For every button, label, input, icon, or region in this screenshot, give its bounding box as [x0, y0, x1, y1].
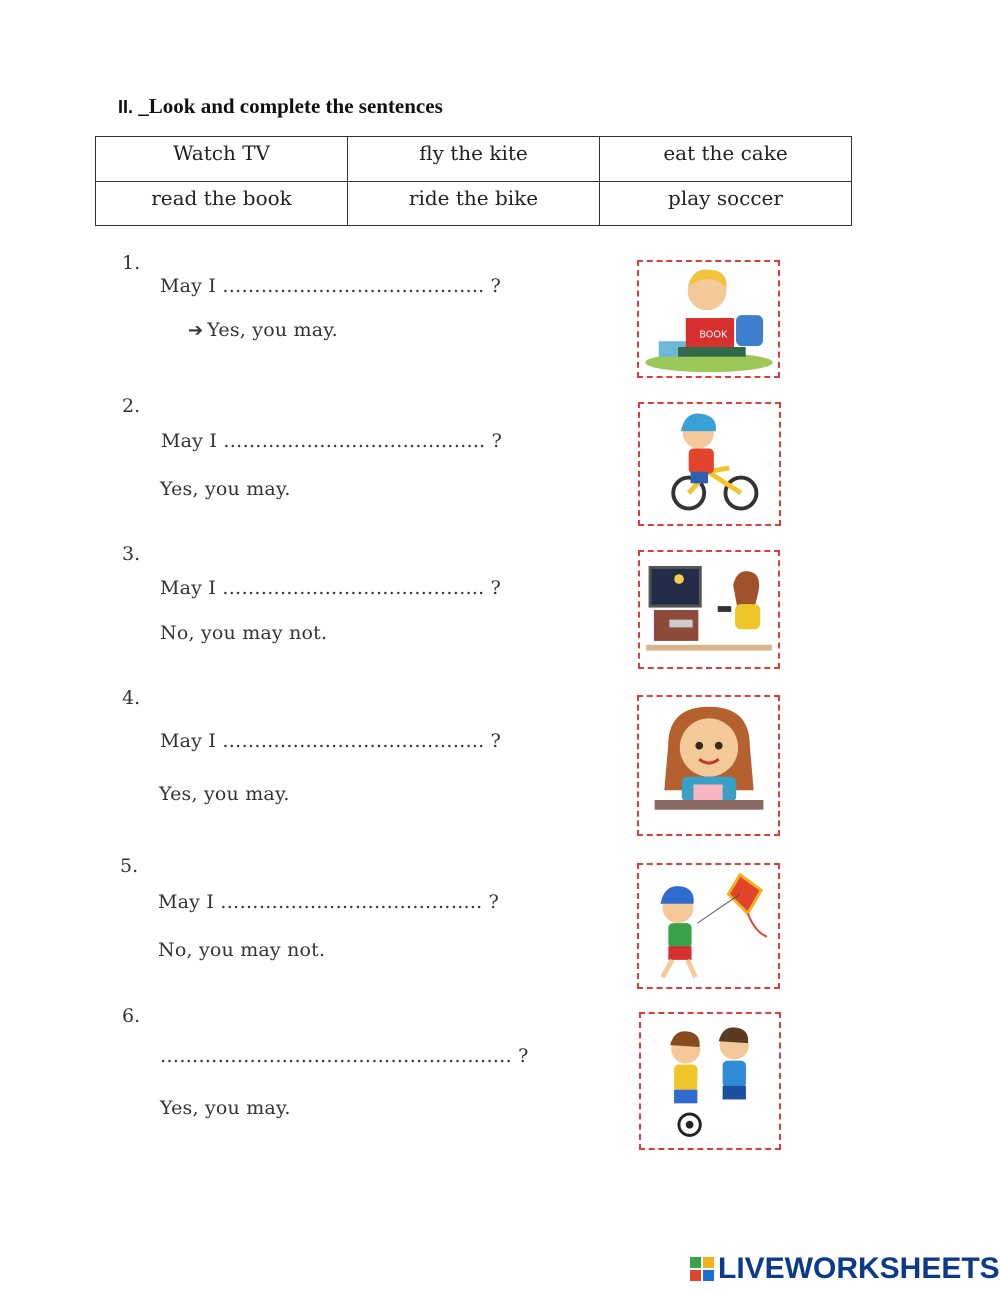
liveworksheets-logo [690, 1252, 1000, 1286]
word-cell: eat the cake [600, 137, 852, 182]
logo-square [690, 1270, 701, 1281]
question-number: 4. [122, 687, 141, 709]
word-bank-table [95, 136, 852, 226]
answer-text: Yes, you may. [160, 1097, 291, 1119]
answer-text: Yes, you may. [160, 478, 291, 500]
logo-text: LIVEWORKSHEETS [718, 1252, 1000, 1285]
logo-square [703, 1270, 714, 1281]
question-prompt-input[interactable]: May I ………………………………….. ? [161, 430, 503, 452]
question-prompt-input[interactable]: May I ………………………………….. ? [158, 891, 500, 913]
table-row [96, 137, 852, 182]
question-prompt-input[interactable]: May I ………………………………….. ? [160, 730, 502, 752]
girl-watching-tv-picture [638, 550, 780, 669]
soccer-illustration [641, 1014, 779, 1148]
boy-riding-bike-picture [638, 402, 781, 526]
arrow-icon: ➔ [188, 320, 204, 341]
girl-eating-cake-picture [637, 695, 780, 836]
section-number: II. [118, 97, 134, 117]
question-number: 2. [122, 395, 141, 417]
section-heading: _Look and complete the sentences [133, 94, 443, 118]
boys-playing-soccer-picture [639, 1012, 781, 1150]
word-cell: read the book [96, 181, 348, 226]
question-prompt-input[interactable]: ………………………………………………. ? [160, 1045, 529, 1067]
answer-text: No, you may not. [158, 939, 326, 961]
answer-text: Yes, you may. [159, 783, 290, 805]
section-title [118, 94, 443, 119]
logo-square [703, 1257, 714, 1268]
boy-reading-book-picture [637, 260, 780, 378]
question-prompt-input[interactable]: May I ………………………………….. ? [160, 577, 502, 599]
table-row [96, 181, 852, 226]
word-cell: ride the bike [348, 181, 600, 226]
boy-flying-kite-picture [637, 863, 780, 989]
word-cell: Watch TV [96, 137, 348, 182]
cake-illustration [639, 697, 778, 834]
svg-text:BOOK: BOOK [699, 329, 728, 341]
answer-text: No, you may not. [160, 622, 328, 644]
logo-mark-icon [690, 1257, 714, 1281]
answer-text: Yes, you may. [207, 319, 338, 341]
question-number: 3. [122, 543, 141, 565]
logo-square [690, 1257, 701, 1268]
question-answer [188, 319, 338, 341]
bike-illustration [640, 404, 779, 524]
word-cell: fly the kite [348, 137, 600, 182]
word-cell: play soccer [600, 181, 852, 226]
question-number: 1. [122, 252, 141, 274]
reading-illustration [639, 262, 778, 376]
kite-illustration [639, 865, 778, 987]
tv-illustration [640, 552, 778, 667]
question-prompt-input[interactable]: May I ………………………………….. ? [160, 275, 502, 297]
question-number: 5. [120, 855, 139, 877]
question-number: 6. [122, 1005, 141, 1027]
